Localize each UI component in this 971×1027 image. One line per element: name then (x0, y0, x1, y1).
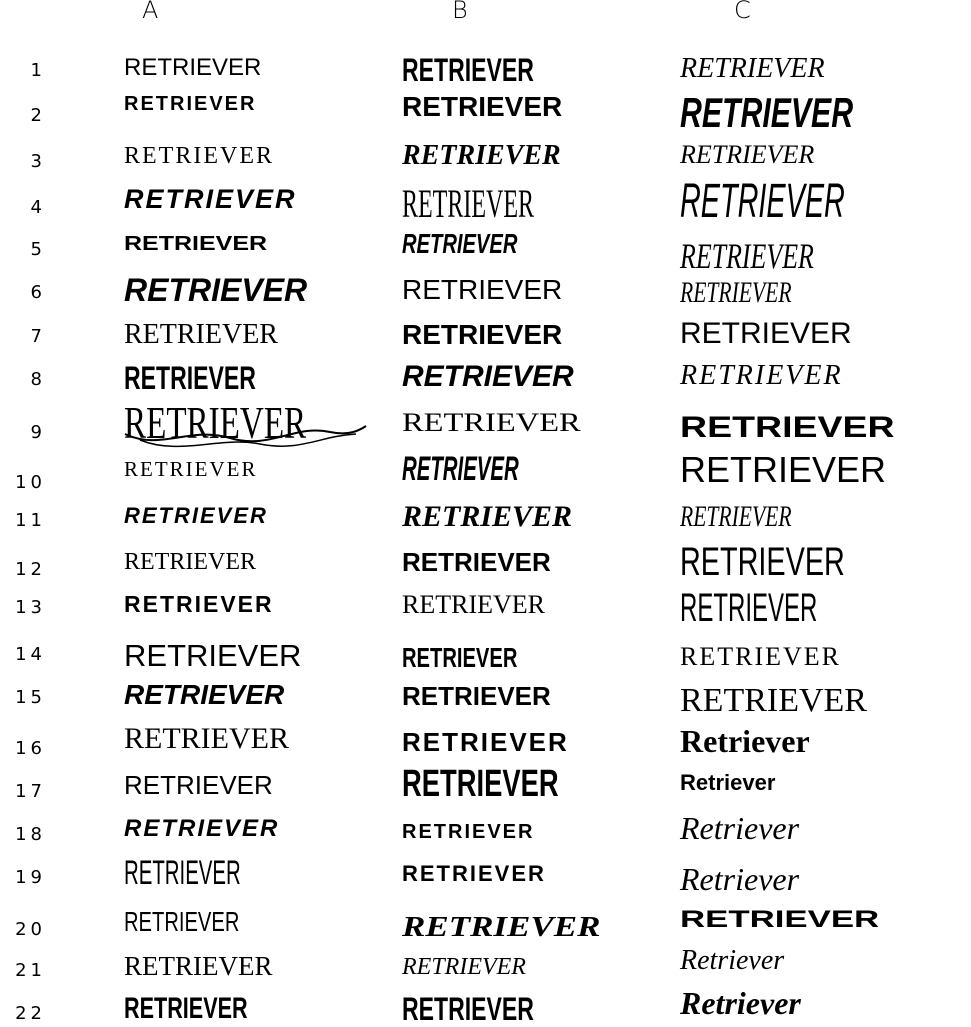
row-number: 5 (30, 239, 46, 260)
font-sample-c21: Retriever (680, 945, 785, 976)
font-sample-c13: RETRIEVER (680, 586, 818, 630)
font-sample-a19: RETRIEVER (124, 854, 241, 892)
font-sample-c14: RETRIEVER (680, 642, 841, 671)
font-sample-a2: RETRIEVER (124, 93, 257, 115)
font-sample-a11: RETRIEVER (124, 503, 268, 528)
font-sample-c15: RETRIEVER (680, 682, 867, 719)
font-sample-a20: RETRIEVER (124, 906, 240, 937)
font-sample-b2: RETRIEVER (402, 91, 563, 122)
font-sample-b9: RETRIEVER (402, 408, 581, 437)
font-sample-a9: RETRIEVER (124, 397, 307, 448)
row-number: 12 (15, 559, 46, 580)
font-sample-c1: RETRIEVER (680, 53, 825, 84)
font-sample-b11: RETRIEVER (402, 500, 573, 533)
row-number: 20 (15, 919, 46, 940)
font-sample-b22: RETRIEVER (402, 991, 534, 1027)
row-number: 18 (15, 824, 46, 845)
font-sample-b14: RETRIEVER (402, 642, 518, 673)
row-number: 4 (30, 197, 46, 218)
font-sample-c20: RETRIEVER (680, 906, 880, 933)
font-sample-b7: RETRIEVER (402, 319, 563, 350)
font-sample-a13: RETRIEVER (124, 591, 274, 617)
font-sample-c5: RETRIEVER (680, 236, 814, 276)
font-sample-a10: RETRIEVER (124, 457, 258, 481)
row-number: 15 (15, 687, 46, 708)
font-sample-b19: RETRIEVER (402, 861, 546, 886)
font-sample-b13: RETRIEVER (402, 590, 545, 619)
row-number: 2 (30, 105, 46, 126)
row-number: 9 (30, 422, 46, 443)
row-number: 3 (30, 151, 46, 172)
font-sample-a4: RETRIEVER (124, 184, 297, 214)
font-sample-c9: RETRIEVER (680, 411, 895, 444)
row-number: 11 (15, 510, 46, 531)
row-number: 17 (15, 781, 46, 802)
font-sample-a15: RETRIEVER (124, 679, 285, 710)
font-sample-c7: RETRIEVER (680, 317, 852, 350)
row-number: 16 (15, 738, 46, 759)
row-number: 14 (15, 644, 46, 665)
font-sample-c12: RETRIEVER (680, 540, 845, 584)
font-sample-c19: Retriever (680, 861, 800, 897)
font-sample-b4: RETRIEVER (402, 181, 534, 226)
font-sample-b16: RETRIEVER (402, 727, 569, 757)
row-number: 13 (15, 597, 46, 618)
font-sample-c16: Retriever (680, 723, 810, 759)
font-sample-c6: RETRIEVER (680, 276, 792, 309)
font-sample-b3: RETRIEVER (402, 140, 561, 171)
font-sample-a1: RETRIEVER (124, 54, 262, 81)
column-header-c: C (734, 0, 751, 24)
font-sample-a5: RETRIEVER (124, 233, 268, 255)
font-sample-c17: Retriever (680, 770, 776, 795)
font-sample-b8: RETRIEVER (402, 360, 574, 393)
row-number: 6 (30, 282, 46, 303)
column-header-a: A (142, 0, 159, 24)
font-sample-b10: RETRIEVER (402, 450, 519, 488)
font-sample-a12: RETRIEVER (124, 549, 256, 575)
font-sample-b15: RETRIEVER (402, 681, 551, 711)
font-sample-c2: RETRIEVER (680, 89, 854, 136)
row-number: 1 (30, 60, 46, 81)
row-number: 7 (30, 326, 46, 347)
font-sample-b5: RETRIEVER (402, 228, 518, 259)
font-sample-b1: RETRIEVER (402, 52, 534, 88)
font-sample-b18: RETRIEVER (402, 821, 535, 843)
font-sample-c18: Retriever (680, 810, 800, 846)
font-sample-a14: RETRIEVER (124, 638, 302, 673)
font-sample-b21: RETRIEVER (402, 954, 526, 980)
row-number: 8 (30, 369, 46, 390)
font-sample-a8: RETRIEVER (124, 360, 256, 396)
row-number: 10 (15, 472, 46, 493)
font-sample-b20: RETRIEVER (402, 912, 601, 943)
row-number: 19 (15, 867, 46, 888)
font-sample-a18: RETRIEVER (124, 815, 280, 842)
font-sample-b6: RETRIEVER (402, 274, 563, 305)
row-number: 22 (15, 1003, 46, 1024)
font-sample-a16: RETRIEVER (124, 722, 289, 755)
font-sample-c10: RETRIEVER (680, 449, 887, 490)
font-sample-a22: RETRIEVER (124, 992, 248, 1025)
font-sample-a17: RETRIEVER (124, 770, 273, 800)
column-header-b: B (452, 0, 468, 24)
row-number: 21 (15, 960, 46, 981)
font-sample-c8: RETRIEVER (680, 360, 843, 391)
font-sample-b17: RETRIEVER (402, 763, 559, 805)
font-sample-a6: RETRIEVER (124, 272, 308, 308)
font-sample-a7: RETRIEVER (124, 319, 278, 350)
font-sample-c22: Retriever (680, 985, 801, 1021)
font-sample-c3: RETRIEVER (680, 140, 815, 169)
font-sample-c11: RETRIEVER (680, 500, 792, 533)
font-sample-c4: RETRIEVER (680, 175, 845, 228)
swash-flourish (120, 396, 370, 456)
font-sample-a3: RETRIEVER (124, 143, 274, 169)
font-sample-b12: RETRIEVER (402, 547, 551, 577)
font-sample-a21: RETRIEVER (124, 951, 273, 981)
